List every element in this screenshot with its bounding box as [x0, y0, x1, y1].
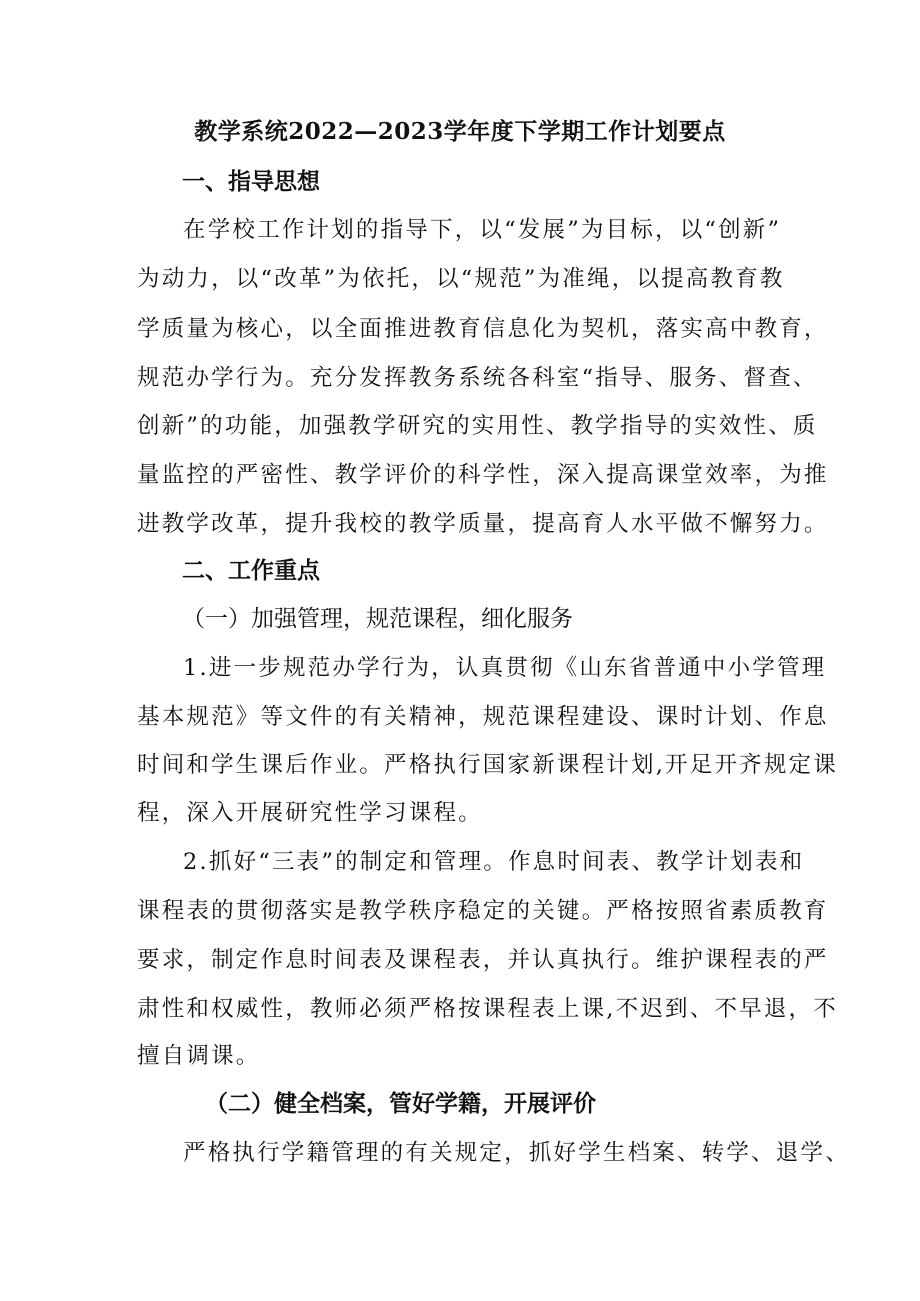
paragraph-line: 进教学改革，提升我校的教学质量，提高育人水平做不懈努力。	[137, 511, 829, 537]
subsection-heading-management: （一）加强管理，规范课程，细化服务	[182, 606, 573, 632]
section-heading-guiding-ideology: 一、指导思想	[182, 168, 320, 195]
section-heading-work-focus: 二、工作重点	[182, 557, 320, 584]
paragraph-line: 肃性和权威性，教师必须严格按课程表上课,不迟到、不早退，不	[137, 996, 838, 1022]
paragraph-line: 2.抓好“三表”的制定和管理。作息时间表、教学计划表和	[183, 849, 805, 875]
paragraph-line: 规范办学行为。充分发挥教务系统各科室“指导、服务、督查、	[137, 365, 818, 391]
paragraph-line: 程，深入开展研究性学习课程。	[137, 800, 483, 826]
subsection-heading-archives: （二）健全档案，管好学籍，开展评价	[205, 1090, 596, 1117]
paragraph-line: 量监控的严密性、教学评价的科学性，深入提高课堂效率，为推	[137, 462, 829, 488]
paragraph-line: 创新”的功能，加强教学研究的实用性、教学指导的实效性、质	[137, 413, 818, 439]
paragraph-line: 为动力，以“改革”为依托，以“规范”为准绳，以提高教育教	[137, 266, 785, 292]
paragraph-line: 1.进一步规范办学行为，认真贯彻《山东省普通中小学管理	[183, 655, 827, 681]
paragraph-line: 擅自调课。	[137, 1043, 261, 1069]
paragraph-line: 课程表的贯彻落实是教学秩序稳定的关键。严格按照省素质教育	[137, 898, 829, 924]
paragraph-line: 在学校工作计划的指导下，以“发展”为目标，以“创新”	[183, 217, 782, 243]
paragraph-line: 时间和学生课后作业。严格执行国家新课程计划,开足开齐规定课	[137, 752, 838, 778]
paragraph-line: 学质量为核心，以全面推进教育信息化为契机，落实高中教育，	[137, 316, 829, 342]
document-title: 教学系统2022—2023学年度下学期工作计划要点	[194, 118, 726, 145]
paragraph-line: 基本规范》等文件的有关精神，规范课程建设、课时计划、作息	[137, 704, 829, 730]
paragraph-line: 严格执行学籍管理的有关规定，抓好学生档案、转学、退学、	[183, 1140, 850, 1166]
paragraph-line: 要求，制定作息时间表及课程表，并认真执行。维护课程表的严	[137, 947, 829, 973]
